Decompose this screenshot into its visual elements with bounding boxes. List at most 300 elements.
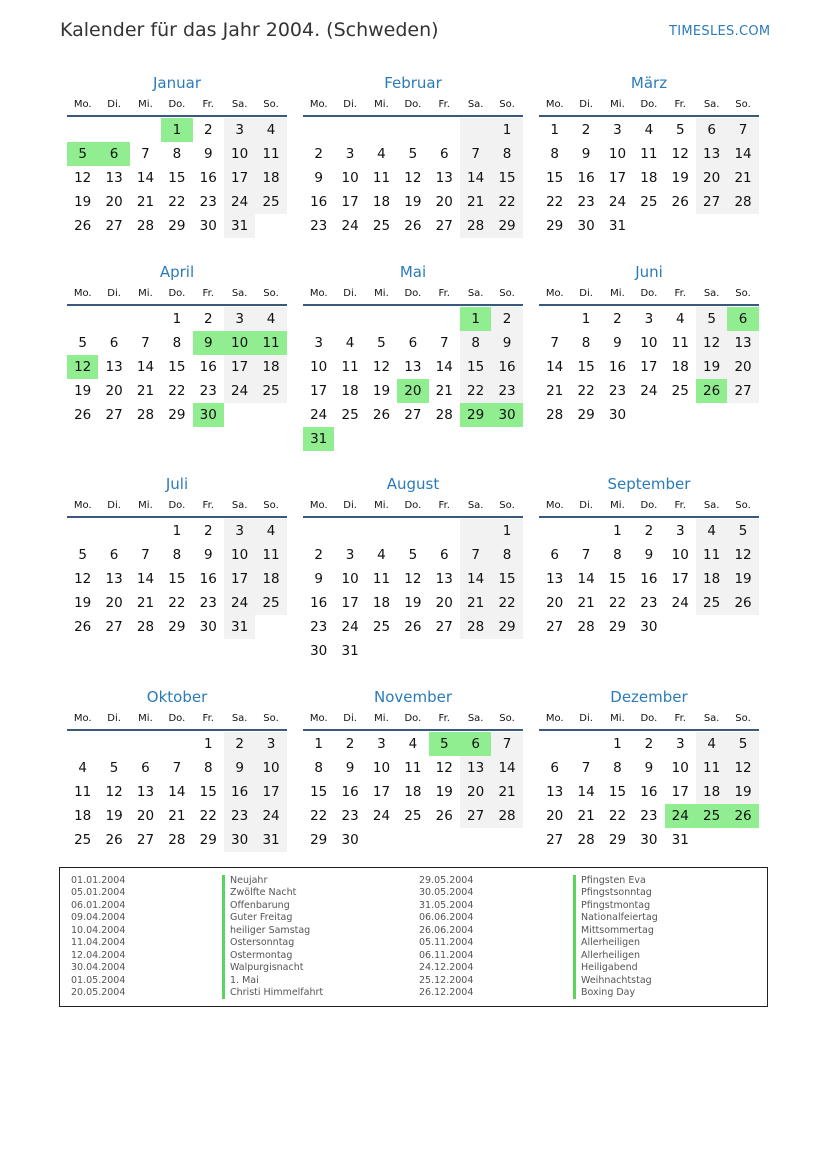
day-cell: 14 — [491, 756, 522, 780]
day-cell: 22 — [460, 379, 491, 403]
day-cell: 19 — [435, 784, 453, 800]
day-cell: 22 — [168, 194, 186, 210]
legend-date: 26.06.2004 — [419, 924, 474, 936]
weekday-label: Do. — [168, 98, 186, 110]
day-cell: 19 — [404, 595, 422, 611]
day-cell: 22 — [577, 383, 595, 399]
empty-day-cell — [397, 307, 428, 331]
weekday-label: So. — [499, 98, 515, 110]
day-cell: 22 — [546, 194, 564, 210]
weekday-header — [67, 494, 287, 518]
empty-day-cell — [130, 732, 161, 756]
day-cell: 30 — [640, 619, 658, 635]
legend-date: 06.06.2004 — [419, 912, 474, 924]
legend-dates-left — [71, 875, 125, 999]
holiday-day-cell: 20 — [397, 379, 428, 403]
day-grid — [303, 307, 523, 451]
weekday-label: Mi. — [610, 98, 625, 110]
day-cell: 8 — [172, 146, 182, 162]
day-cell: 22 — [608, 595, 627, 611]
day-cell: 12 — [74, 170, 92, 186]
weekday-label: Sa. — [467, 98, 484, 110]
day-cell: 25 — [696, 591, 727, 615]
day-cell: 18 — [372, 595, 391, 611]
weekday-label: Do. — [640, 712, 658, 724]
empty-day-cell — [130, 307, 161, 331]
empty-day-cell — [397, 519, 428, 543]
legend-date: 29.05.2004 — [419, 875, 474, 886]
weekday-label: Mi. — [138, 287, 153, 299]
day-cell: 2 — [203, 122, 213, 138]
day-cell: 3 — [314, 335, 323, 351]
day-cell: 5 — [675, 122, 685, 138]
day-cell: 3 — [255, 732, 286, 756]
day-cell: 22 — [168, 595, 186, 611]
weekday-header — [303, 707, 523, 731]
weekday-label: Mi. — [610, 712, 625, 724]
day-cell: 17 — [372, 784, 391, 800]
weekday-label: Fr. — [674, 499, 686, 511]
day-cell: 2 — [224, 732, 255, 756]
day-cell: 8 — [613, 760, 622, 776]
month-name: November — [373, 688, 453, 706]
day-cell: 6 — [439, 547, 449, 563]
day-cell: 4 — [377, 146, 386, 162]
day-cell: 13 — [435, 170, 453, 186]
day-cell: 27 — [435, 218, 453, 234]
day-cell: 7 — [460, 142, 491, 166]
legend-date: 10.04.2004 — [71, 924, 126, 936]
day-cell: 30 — [577, 218, 595, 234]
day-cell: 1 — [613, 736, 622, 752]
day-cell: 5 — [78, 335, 87, 351]
weekday-label: Fr. — [202, 499, 214, 511]
day-cell: 19 — [372, 383, 391, 399]
day-cell: 14 — [136, 170, 155, 186]
day-cell: 5 — [109, 760, 119, 776]
day-cell: 10 — [372, 760, 391, 776]
weekday-label: Di. — [579, 499, 593, 511]
day-cell: 15 — [491, 567, 522, 591]
day-cell: 9 — [314, 571, 323, 587]
day-cell: 7 — [172, 760, 182, 776]
day-cell: 1 — [491, 519, 522, 543]
day-cell: 7 — [581, 760, 591, 776]
legend-date: 24.12.2004 — [419, 962, 474, 974]
month-juli — [67, 474, 287, 639]
weekday-label: Mi. — [374, 499, 389, 511]
weekday-label: Mo. — [309, 712, 328, 724]
day-cell: 17 — [608, 170, 627, 186]
holiday-legend — [59, 867, 768, 1007]
day-cell: 22 — [491, 591, 522, 615]
weekday-label: Fr. — [438, 287, 450, 299]
legend-holiday-name: Weihnachtstag — [573, 975, 658, 987]
day-cell: 22 — [199, 808, 217, 824]
legend-names-left — [222, 875, 323, 999]
legend-holiday-name: Boxing Day — [573, 987, 658, 999]
weekday-label: Mi. — [138, 712, 153, 724]
day-cell: 10 — [608, 146, 627, 162]
day-cell: 4 — [377, 547, 386, 563]
month-name: September — [607, 475, 691, 493]
day-cell: 3 — [675, 523, 685, 539]
day-cell: 20 — [136, 808, 155, 824]
day-cell: 31 — [671, 832, 689, 848]
day-cell: 22 — [608, 808, 627, 824]
day-cell: 13 — [136, 784, 155, 800]
day-cell: 30 — [224, 828, 255, 852]
day-cell: 26 — [74, 619, 92, 635]
day-cell: 27 — [404, 407, 422, 423]
day-cell: 24 — [640, 383, 658, 399]
day-cell: 23 — [310, 619, 328, 635]
day-cell: 20 — [546, 808, 564, 824]
empty-day-cell — [98, 519, 129, 543]
day-cell: 16 — [640, 784, 658, 800]
weekday-header — [539, 282, 759, 306]
day-cell: 19 — [404, 194, 422, 210]
weekday-label: Sa. — [467, 712, 484, 724]
weekday-label: So. — [735, 287, 751, 299]
day-cell: 11 — [74, 784, 92, 800]
site-brand-link[interactable]: TIMESLES.COM — [669, 24, 771, 39]
day-cell: 28 — [577, 832, 595, 848]
legend-date: 09.04.2004 — [71, 912, 126, 924]
day-cell: 5 — [78, 547, 87, 563]
day-cell: 28 — [460, 615, 491, 639]
day-cell: 8 — [491, 543, 522, 567]
day-cell: 1 — [491, 118, 522, 142]
day-cell: 23 — [608, 383, 627, 399]
legend-date: 26.12.2004 — [419, 986, 474, 998]
legend-date: 06.01.2004 — [71, 899, 126, 911]
day-cell: 5 — [727, 519, 758, 543]
weekday-label: Di. — [343, 499, 357, 511]
legend-dates-right — [419, 875, 473, 999]
day-cell: 16 — [224, 780, 255, 804]
weekday-header — [539, 494, 759, 518]
holiday-day-cell: 1 — [460, 307, 491, 331]
day-cell: 9 — [345, 760, 355, 776]
day-cell: 19 — [696, 355, 727, 379]
day-cell: 15 — [546, 170, 564, 186]
empty-day-cell — [539, 732, 570, 756]
day-cell: 20 — [435, 194, 453, 210]
day-cell: 24 — [341, 619, 359, 635]
empty-day-cell — [570, 519, 601, 543]
day-cell: 13 — [546, 571, 564, 587]
holiday-day-cell: 10 — [224, 331, 255, 355]
weekday-label: Mo. — [545, 98, 564, 110]
weekday-label: Sa. — [231, 287, 248, 299]
day-cell: 28 — [546, 407, 564, 423]
day-cell: 27 — [105, 218, 123, 234]
holiday-day-cell: 25 — [696, 804, 727, 828]
empty-day-cell — [429, 118, 460, 142]
legend-holiday-name: Pfingstmontag — [573, 900, 658, 912]
weekday-label: Fr. — [438, 712, 450, 724]
legend-holiday-name: Guter Freitag — [222, 912, 323, 924]
month-januar — [67, 73, 287, 238]
day-cell: 31 — [608, 218, 627, 234]
day-cell: 25 — [255, 591, 286, 615]
day-cell: 18 — [74, 808, 92, 824]
day-cell: 11 — [696, 756, 727, 780]
day-cell: 23 — [199, 194, 217, 210]
day-cell: 11 — [671, 335, 689, 351]
day-cell: 9 — [581, 146, 591, 162]
weekday-label: Fr. — [674, 287, 686, 299]
day-cell: 26 — [372, 407, 391, 423]
day-cell: 9 — [613, 335, 622, 351]
day-cell: 8 — [581, 335, 591, 351]
month-september — [539, 474, 759, 639]
holiday-day-cell: 30 — [193, 403, 224, 427]
day-cell: 6 — [109, 547, 119, 563]
day-cell: 30 — [199, 619, 217, 635]
legend-holiday-name: Heiligabend — [573, 962, 658, 974]
weekday-label: Di. — [343, 98, 357, 110]
day-cell: 11 — [404, 760, 422, 776]
day-cell: 27 — [460, 804, 491, 828]
weekday-label: Mo. — [73, 98, 92, 110]
day-cell: 16 — [199, 170, 217, 186]
empty-day-cell — [570, 732, 601, 756]
month-name: April — [159, 263, 195, 281]
day-cell: 18 — [255, 355, 286, 379]
day-cell: 4 — [696, 519, 727, 543]
day-cell: 4 — [408, 736, 418, 752]
day-cell: 24 — [341, 218, 359, 234]
day-cell: 10 — [640, 335, 658, 351]
day-cell: 23 — [491, 379, 522, 403]
weekday-label: So. — [499, 287, 515, 299]
month-august — [303, 474, 523, 663]
day-cell: 25 — [671, 383, 689, 399]
weekday-label: So. — [499, 712, 515, 724]
weekday-header — [67, 282, 287, 306]
empty-day-cell — [98, 307, 129, 331]
day-cell: 26 — [671, 194, 689, 210]
empty-day-cell — [460, 519, 491, 543]
weekday-label: Mo. — [309, 287, 328, 299]
day-cell: 23 — [640, 808, 658, 824]
weekday-label: Fr. — [202, 98, 214, 110]
day-cell: 14 — [168, 784, 186, 800]
month-juni — [539, 262, 759, 427]
day-cell: 16 — [199, 571, 217, 587]
day-cell: 14 — [577, 784, 595, 800]
day-cell: 16 — [310, 194, 328, 210]
day-cell: 28 — [491, 804, 522, 828]
empty-day-cell — [539, 519, 570, 543]
day-cell: 12 — [105, 784, 123, 800]
day-cell: 2 — [203, 523, 213, 539]
day-cell: 7 — [141, 335, 150, 351]
day-grid — [539, 307, 759, 427]
day-cell: 2 — [345, 736, 355, 752]
day-cell: 16 — [608, 359, 627, 375]
weekday-label: Fr. — [202, 287, 214, 299]
empty-day-cell — [334, 307, 365, 331]
day-cell: 14 — [546, 359, 564, 375]
weekday-label: Di. — [579, 287, 593, 299]
day-cell: 17 — [341, 194, 359, 210]
empty-day-cell — [334, 519, 365, 543]
day-cell: 22 — [491, 190, 522, 214]
month-name: August — [386, 475, 440, 493]
day-cell: 3 — [377, 736, 386, 752]
day-cell: 3 — [345, 547, 355, 563]
day-cell: 15 — [491, 166, 522, 190]
empty-day-cell — [303, 118, 334, 142]
day-cell: 30 — [640, 832, 658, 848]
day-cell: 18 — [640, 170, 658, 186]
day-cell: 5 — [696, 307, 727, 331]
day-cell: 21 — [435, 383, 453, 399]
day-cell: 9 — [644, 760, 654, 776]
day-cell: 10 — [671, 547, 689, 563]
day-cell: 17 — [224, 166, 255, 190]
empty-day-cell — [429, 307, 460, 331]
day-cell: 13 — [727, 331, 758, 355]
day-cell: 28 — [727, 190, 758, 214]
weekday-label: Fr. — [438, 499, 450, 511]
day-cell: 28 — [460, 214, 491, 238]
day-cell: 15 — [460, 355, 491, 379]
weekday-label: Mo. — [545, 287, 564, 299]
day-cell: 22 — [310, 808, 328, 824]
weekday-label: So. — [263, 287, 279, 299]
day-cell: 25 — [255, 379, 286, 403]
day-cell: 19 — [671, 170, 689, 186]
day-cell: 20 — [105, 383, 123, 399]
weekday-label: Do. — [640, 499, 658, 511]
day-cell: 19 — [727, 567, 758, 591]
day-cell: 25 — [341, 407, 359, 423]
day-cell: 12 — [404, 571, 422, 587]
legend-holiday-name: Allerheiligen — [573, 950, 658, 962]
day-cell: 14 — [136, 571, 155, 587]
day-cell: 1 — [550, 122, 559, 138]
day-cell: 29 — [168, 407, 186, 423]
day-cell: 17 — [671, 784, 689, 800]
empty-day-cell — [539, 307, 570, 331]
day-cell: 19 — [74, 595, 92, 611]
holiday-day-cell: 6 — [460, 732, 491, 756]
day-cell: 15 — [168, 571, 186, 587]
day-cell: 12 — [435, 760, 453, 776]
day-cell: 12 — [727, 756, 758, 780]
day-cell: 11 — [372, 170, 391, 186]
day-cell: 21 — [577, 595, 595, 611]
day-cell: 20 — [435, 595, 453, 611]
day-cell: 15 — [608, 571, 627, 587]
day-cell: 17 — [224, 355, 255, 379]
day-cell: 2 — [314, 547, 323, 563]
day-cell: 8 — [460, 331, 491, 355]
day-cell: 11 — [372, 571, 391, 587]
day-cell: 6 — [408, 335, 418, 351]
day-cell: 8 — [613, 547, 622, 563]
day-cell: 24 — [224, 190, 255, 214]
weekday-label: Mo. — [309, 98, 328, 110]
day-cell: 2 — [314, 146, 323, 162]
legend-holiday-name: Offenbarung — [222, 900, 323, 912]
day-cell: 11 — [696, 543, 727, 567]
weekday-label: So. — [499, 499, 515, 511]
weekday-label: Di. — [107, 712, 121, 724]
day-cell: 13 — [435, 571, 453, 587]
day-grid — [303, 519, 523, 663]
day-cell: 4 — [255, 519, 286, 543]
day-cell: 31 — [224, 214, 255, 238]
legend-holiday-name: Ostersonntag — [222, 937, 323, 949]
empty-day-cell — [161, 732, 192, 756]
weekday-label: Di. — [107, 98, 121, 110]
empty-day-cell — [460, 118, 491, 142]
day-cell: 26 — [105, 832, 123, 848]
day-grid — [67, 118, 287, 238]
day-cell: 7 — [460, 543, 491, 567]
empty-day-cell — [98, 118, 129, 142]
day-cell: 23 — [199, 595, 217, 611]
weekday-header — [303, 282, 523, 306]
weekday-label: Mi. — [374, 287, 389, 299]
day-cell: 16 — [310, 595, 328, 611]
month-oktober — [67, 687, 287, 852]
day-cell: 26 — [404, 218, 422, 234]
weekday-label: Fr. — [202, 712, 214, 724]
day-cell: 26 — [74, 218, 92, 234]
day-cell: 3 — [644, 311, 654, 327]
empty-day-cell — [334, 118, 365, 142]
day-cell: 13 — [105, 571, 123, 587]
legend-date: 01.01.2004 — [71, 875, 126, 886]
day-cell: 21 — [136, 383, 155, 399]
day-cell: 17 — [310, 383, 328, 399]
day-cell: 29 — [168, 619, 186, 635]
day-cell: 6 — [109, 335, 119, 351]
weekday-label: So. — [735, 499, 751, 511]
day-grid — [539, 519, 759, 639]
day-cell: 7 — [727, 118, 758, 142]
month-april — [67, 262, 287, 427]
day-cell: 8 — [172, 547, 182, 563]
legend-holiday-name: Walpurgisnacht — [222, 962, 323, 974]
weekday-header — [539, 93, 759, 117]
day-cell: 12 — [727, 543, 758, 567]
day-cell: 14 — [460, 166, 491, 190]
day-cell: 15 — [168, 359, 186, 375]
weekday-label: Sa. — [703, 499, 720, 511]
weekday-label: Mi. — [374, 98, 389, 110]
day-cell: 19 — [105, 808, 123, 824]
weekday-label: Do. — [640, 98, 658, 110]
weekday-label: Do. — [404, 712, 422, 724]
day-cell: 8 — [172, 335, 182, 351]
weekday-label: Mo. — [545, 712, 564, 724]
weekday-header — [303, 494, 523, 518]
day-cell: 13 — [105, 359, 123, 375]
legend-date: 11.04.2004 — [71, 937, 126, 949]
weekday-label: Do. — [404, 499, 422, 511]
day-cell: 6 — [141, 760, 150, 776]
day-cell: 27 — [546, 832, 564, 848]
day-cell: 29 — [491, 615, 522, 639]
day-cell: 4 — [644, 122, 654, 138]
